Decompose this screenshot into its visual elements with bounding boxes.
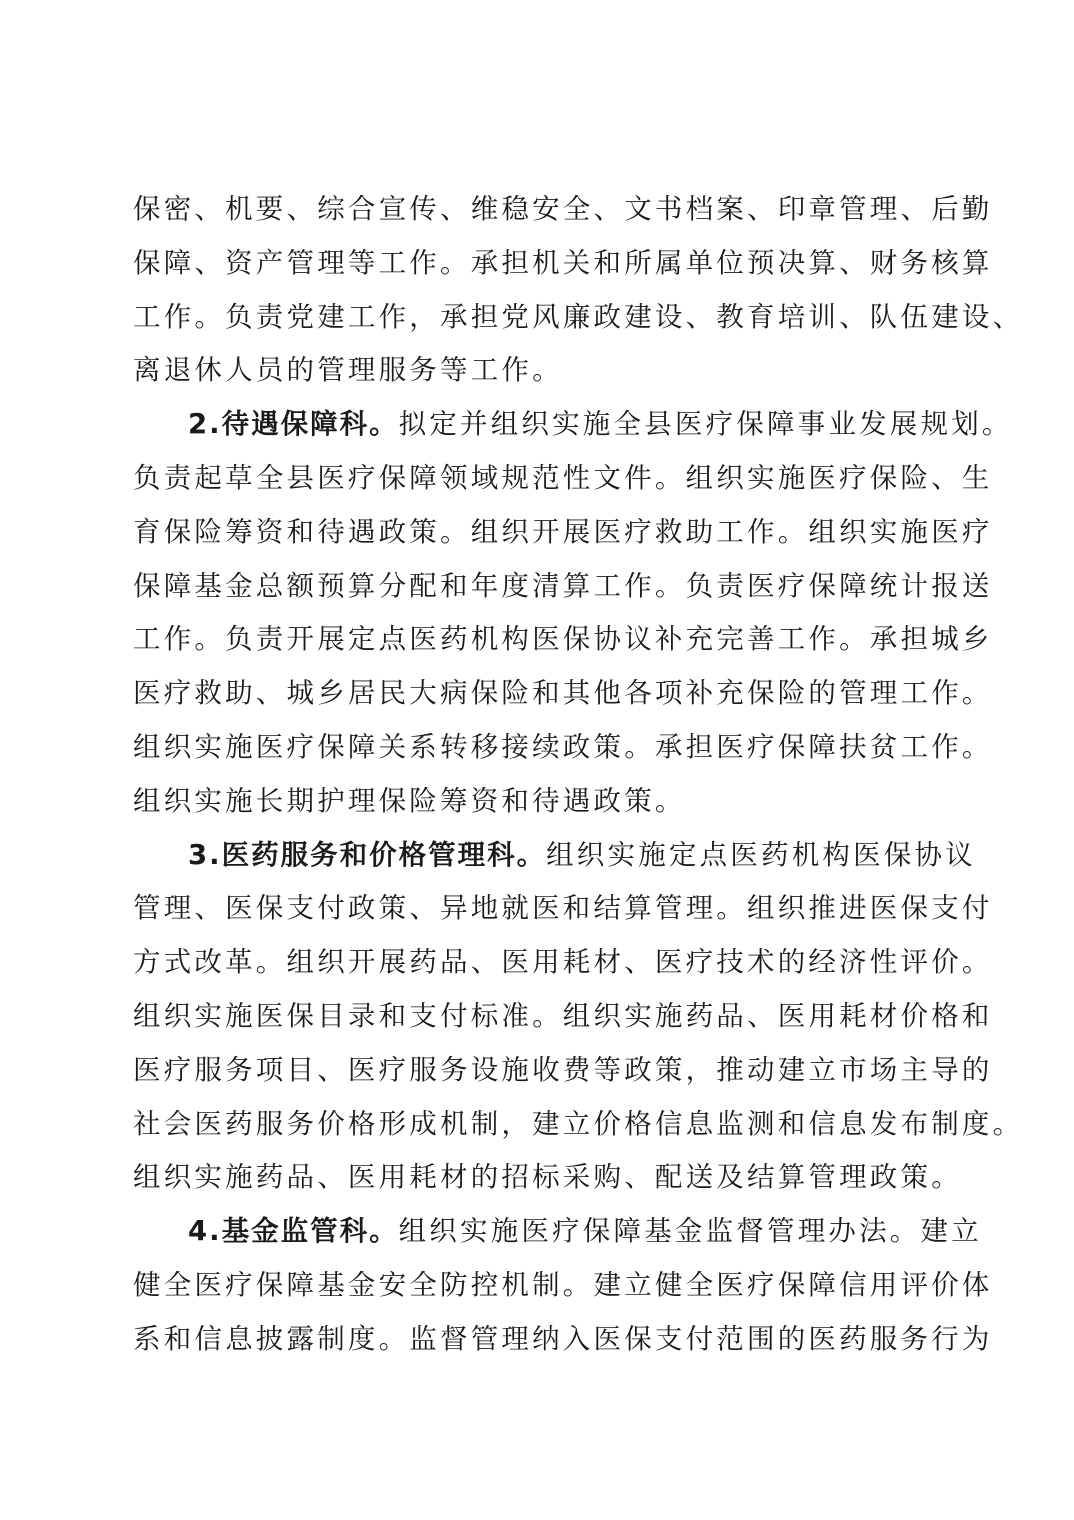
section-heading-fund-supervision: 4.基金监管科。 [188,1215,399,1248]
paragraph-4-line-1 [133,1205,982,1259]
paragraph-3-line-6: 社会医药服务价格形成机制，建立价格信息监测和信息发布制度。 [133,1107,1024,1140]
paragraph-2-line-1-text: 拟定并组织实施全县医疗保障事业发展规划。 [398,408,1013,441]
paragraph-1-line-3: 工作。负责党建工作，承担党风廉政建设、教育培训、队伍建设、 [133,300,1024,333]
paragraph-4-line-2: 健全医疗保障基金安全防控机制。建立健全医疗保障信用评价体 [133,1268,993,1301]
paragraph-3-line-7: 组织实施药品、医用耗材的招标采购、配送及结算管理政策。 [133,1161,962,1194]
paragraph-1-line-4: 离退休人员的管理服务等工作。 [133,354,563,387]
paragraph-3-line-3: 方式改革。组织开展药品、医用耗材、医疗技术的经济性评价。 [133,946,993,979]
section-heading-treatment: 2.待遇保障科。 [188,408,399,441]
paragraph-3-line-2: 管理、医保支付政策、异地就医和结算管理。组织推进医保支付 [133,892,993,925]
paragraph-2-line-3: 育保险筹资和待遇政策。组织开展医疗救助工作。组织实施医疗 [133,515,993,548]
paragraph-4-line-3: 系和信息披露制度。监督管理纳入医保支付范围的医药服务行为 [133,1322,993,1355]
paragraph-3-line-1-text: 组织实施定点医药机构医保协议 [546,838,976,871]
paragraph-2-line-8: 组织实施长期护理保险筹资和待遇政策。 [133,784,686,817]
paragraph-2-line-7: 组织实施医疗保障关系转移接续政策。承担医疗保障扶贫工作。 [133,730,993,763]
paragraph-2-line-4: 保障基金总额预算分配和年度清算工作。负责医疗保障统计报送 [133,569,993,602]
paragraph-4-line-1-text: 组织实施医疗保障基金监督管理办法。建立 [398,1215,982,1248]
paragraph-3-line-4: 组织实施医保目录和支付标准。组织实施药品、医用耗材价格和 [133,999,993,1032]
body-text [133,183,1024,1367]
paragraph-2-line-5: 工作。负责开展定点医药机构医保协议补充完善工作。承担城乡 [133,623,993,656]
paragraph-2-line-6: 医疗救助、城乡居民大病保险和其他各项补充保险的管理工作。 [133,677,993,710]
paragraph-2-line-2: 负责起草全县医疗保障领域规范性文件。组织实施医疗保险、生 [133,461,993,494]
paragraph-3-line-5: 医疗服务项目、医疗服务设施收费等政策，推动建立市场主导的 [133,1053,993,1086]
paragraph-1-line-2: 保障、资产管理等工作。承担机关和所属单位预决算、财务核算 [133,246,993,279]
section-heading-medicine-price: 3.医药服务和价格管理科。 [188,838,547,871]
paragraph-2-line-1 [133,398,1013,452]
paragraph-3-line-1 [133,829,976,883]
paragraph-1-line-1: 保密、机要、综合宣传、维稳安全、文书档案、印章管理、后勤 [133,193,993,225]
